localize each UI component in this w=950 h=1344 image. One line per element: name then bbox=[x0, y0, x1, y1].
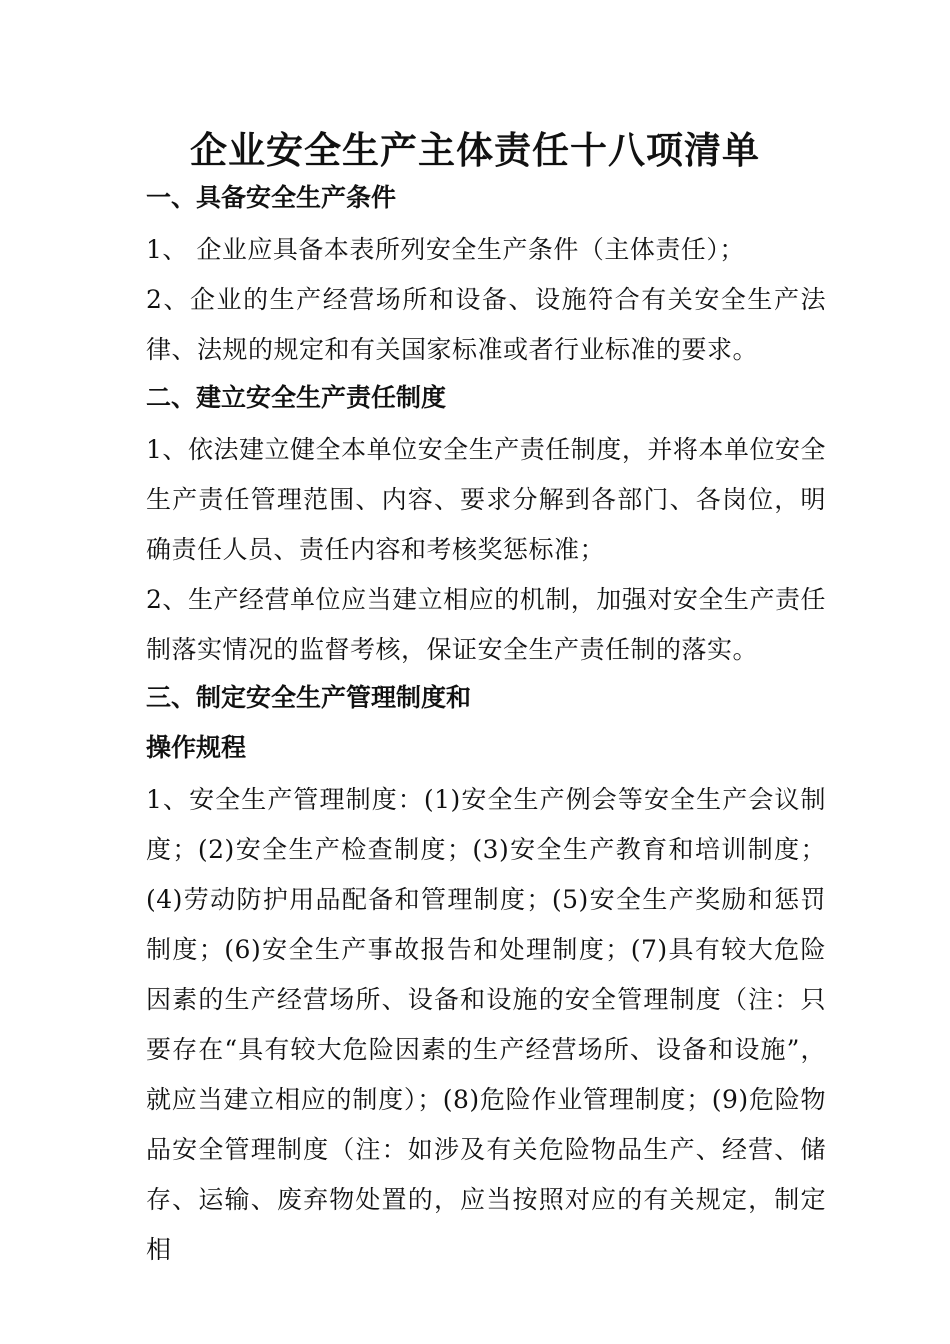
section-2-paragraph-1: 1、依法建立健全本单位安全生产责任制度，并将本单位安全生产责任管理范围、内容、要求分解到各部门、各岗位，明确责任人员、责任内容和考核奖惩标准； bbox=[146, 435, 826, 564]
section-1-paragraph-2: 2、企业的生产经营场所和设备、设施符合有关安全生产法律、法规的规定和有关国家标准或者行业标准的要求。 bbox=[146, 285, 826, 364]
section-heading-2: 二、建立安全生产责任制度 bbox=[146, 383, 447, 412]
section-heading-3-line-2: 操作规程 bbox=[146, 733, 247, 762]
section-1-paragraph-1: 1、 企业应具备本表所列安全生产条件（主体责任）； bbox=[146, 235, 745, 264]
section-3-paragraph-1: 1、安全生产管理制度：(1)安全生产例会等安全生产会议制度；(2)安全生产检查制度；(3)安全生产教育和培训制度；(4)劳动防护用品配备和管理制度；(5)安全生产奖励和惩罚制度；(6)安全生产事故报告和处理制度；(7)具有较大危险因素的生产经营场所、设备和设施的安全管理制度（注：只要存在“具有较大危险因素的生产经营场所、设备和设施”，就应当建立相应的制度）；(8)危险作业管理制度；(9)危险物品安全管理制度（注：如涉及有关危险物品生产、经营、储存、运输、废弃物处置的，应当按照对应的有关规定，制定相 bbox=[146, 785, 826, 1264]
section-heading-1: 一、具备安全生产条件 bbox=[146, 183, 397, 212]
document-title: 企业安全生产主体责任十八项清单 bbox=[190, 128, 760, 172]
section-2-paragraph-2: 2、生产经营单位应当建立相应的机制，加强对安全生产责任制落实情况的监督考核，保证安全生产责任制的落实。 bbox=[146, 585, 826, 664]
section-heading-3-line-1: 三、制定安全生产管理制度和 bbox=[146, 683, 472, 712]
